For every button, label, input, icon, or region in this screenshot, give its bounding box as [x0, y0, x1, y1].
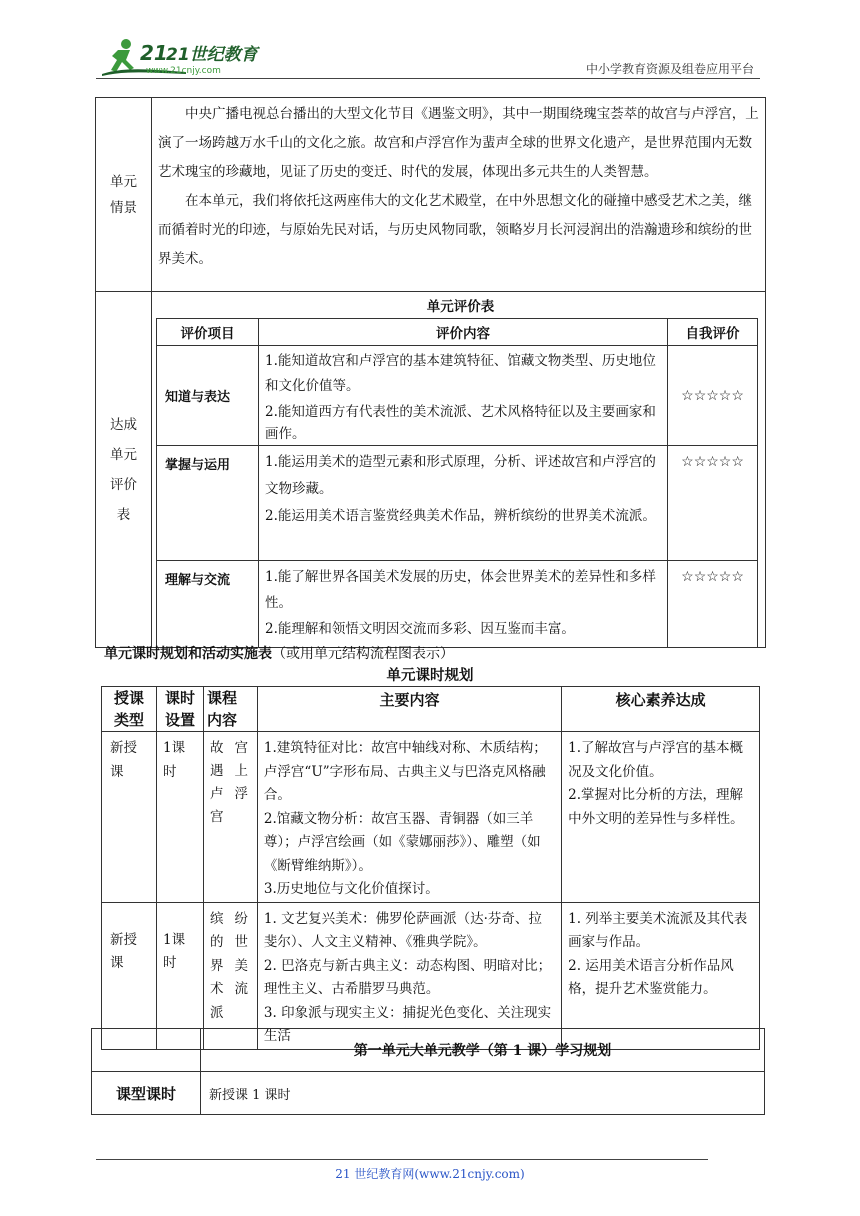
lesson-plan-table — [101, 686, 760, 1050]
svg-text:21: 21 — [140, 41, 168, 65]
lesson-type-label: 课型课时 — [92, 1072, 201, 1115]
lesson-blank-cell — [92, 1029, 201, 1072]
scenario-paragraph: 中央广播电视总台播出的大型文化节目《遇鉴文明》，其中一期围绕瑰宝荟萃的故宫与卢浮宫，上演了一场跨越万水千山的文化之旅。故宫和卢浮宫作为蜚声全球的世界文化遗产，是世界范围内无数艺术瑰宝的珍藏地，见证了历史的变迁、时代的发展，体现出多元共生的人类智慧。 — [158, 106, 759, 180]
unit-overview-table — [95, 97, 766, 648]
plan-type: 新授课 — [102, 902, 157, 1049]
lesson-info-table — [91, 1028, 765, 1115]
plan-course: 缤纷的世界美术流派 — [203, 902, 257, 1049]
site-logo — [96, 36, 266, 80]
unit-scenario-text — [152, 98, 766, 292]
table-row — [102, 902, 760, 1049]
svg-text:www.21cnjy.com: www.21cnjy.com — [146, 66, 221, 76]
plan-header-type: 授课 类型 — [102, 687, 157, 732]
eval-rating: ☆☆☆☆☆ — [668, 446, 758, 561]
eval-rating: ☆☆☆☆☆ — [668, 561, 758, 648]
table-row — [102, 732, 760, 903]
plan-header-core: 核心素养达成 — [562, 687, 760, 732]
plan-core: 1. 列举主要美术流派及其代表画家与作品。 2. 运用美术语言分析作品风格，提升艺术鉴赏能力。 — [562, 902, 760, 1049]
evaluation-title: 单元评价表 — [426, 299, 495, 315]
lesson-title: 第一单元大单元教学（第 1 课）学习规划 — [201, 1029, 765, 1072]
plan-title: 单元课时规划 — [386, 668, 474, 684]
eval-header-content: 评价内容 — [259, 319, 668, 346]
evaluation-label: 达成 单元 评价 表 — [96, 292, 152, 648]
header-divider — [96, 78, 760, 79]
eval-rating: ☆☆☆☆☆ — [668, 346, 758, 446]
table-row — [157, 446, 758, 561]
plan-heading: 单元课时规划和活动实施表（或用单元结构流程图表示） — [104, 646, 454, 662]
platform-name: 中小学教育资源及组卷应用平台 — [585, 62, 754, 76]
plan-main: 1. 文艺复兴美术：佛罗伦萨画派（达·芬奇、拉斐尔）、人文主义精神、《雅典学院》。 2. 巴洛克与新古典主义：动态构图、明暗对比；理性主义、古希腊罗马典范。 3. 印象派与现实主义：捕捉光色变化、关注现实生活 — [257, 902, 561, 1049]
plan-header-main: 主要内容 — [257, 687, 561, 732]
svg-text:21世纪教育: 21世纪教育 — [166, 45, 258, 65]
eval-item: 理解与交流 — [157, 561, 259, 648]
plan-hours: 1课时 — [156, 732, 203, 903]
eval-content: 1.能运用美术的造型元素和形式原理，分析、评述故宫和卢浮宫的文物珍藏。 2.能运用美术语言鉴赏经典美术作品，辨析缤纷的世界美术流派。 — [259, 446, 668, 561]
scenario-paragraph: 在本单元，我们将依托这两座伟大的文化艺术殿堂，在中外思想文化的碰撞中感受艺术之美，继而循着时光的印迹，与原始先民对话，与历史风物同歌，领略岁月长河浸润出的浩瀚遗珍和缤纷的世界美术。 — [158, 193, 752, 267]
plan-hours: 1课时 — [156, 902, 203, 1049]
plan-type: 新授课 — [102, 732, 157, 903]
evaluation-cell — [152, 292, 766, 648]
evaluation-table — [156, 318, 758, 647]
table-row — [157, 561, 758, 648]
plan-core: 1.了解故宫与卢浮宫的基本概况及文化价值。 2.掌握对比分析的方法，理解中外文明的差异性与多样性。 — [562, 732, 760, 903]
eval-item: 掌握与运用 — [157, 446, 259, 561]
eval-content: 1.能知道故宫和卢浮宫的基本建筑特征、馆藏文物类型、历史地位和文化价值等。 2.能知道西方有代表性的美术流派、艺术风格特征以及主要画家和画作。 — [259, 346, 668, 446]
plan-main: 1.建筑特征对比：故宫中轴线对称、木质结构；卢浮宫“U”字形布局、古典主义与巴洛克风格融合。 2.馆藏文物分析：故宫玉器、青铜器（如三羊尊）；卢浮宫绘画（如《蒙娜丽莎》）、雕塑（如《断臂维纳斯》）。 3.历史地位与文化价值探讨。 — [257, 732, 561, 903]
plan-header-hours: 课时 设置 — [156, 687, 203, 732]
plan-header-course: 课程 内容 — [203, 687, 257, 732]
plan-course: 故宫遇上卢浮宫 — [203, 732, 257, 903]
eval-content: 1.能了解世界各国美术发展的历史，体会世界美术的差异性和多样性。 2.能理解和领悟文明因交流而多彩、因互鉴而丰富。 — [259, 561, 668, 648]
footer-link[interactable]: 21 世纪教育网(www.21cnjy.com) — [335, 1167, 525, 1181]
eval-header-item: 评价项目 — [157, 319, 259, 346]
footer-divider — [96, 1159, 708, 1160]
eval-item: 知道与表达 — [157, 346, 259, 446]
eval-header-rating: 自我评价 — [668, 319, 758, 346]
lesson-type-value: 新授课 1 课时 — [201, 1072, 765, 1115]
unit-scenario-label: 单元 情景 — [96, 98, 152, 292]
table-row — [157, 346, 758, 446]
